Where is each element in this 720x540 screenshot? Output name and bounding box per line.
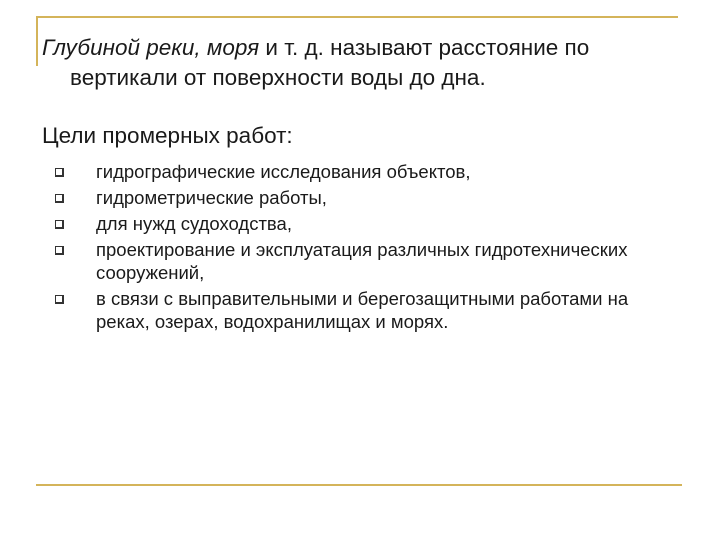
hollow-square-bullet-icon [55, 194, 64, 203]
definition-text: и т. д. называют расстояние по вертикали от поверхности воды до дна. [70, 35, 590, 90]
list-item [42, 238, 682, 284]
list-item [42, 287, 682, 333]
frame-top-line [36, 16, 678, 18]
hollow-square-bullet-icon [55, 168, 64, 177]
frame-left-line [36, 16, 38, 66]
list-item [42, 160, 682, 183]
list-item-text: гидрометрические работы, [96, 187, 327, 208]
hollow-square-bullet-icon [55, 246, 64, 255]
hollow-square-bullet-icon [55, 295, 64, 304]
frame-bottom-line [36, 484, 682, 486]
list-item-text: проектирование и эксплуатация различных гидротехнических сооружений, [96, 239, 628, 283]
definition-paragraph [42, 33, 682, 93]
hollow-square-bullet-icon [55, 220, 64, 229]
definition-term: Глубиной реки, моря [42, 35, 260, 60]
list-item-text: гидрографические исследования объектов, [96, 161, 471, 182]
list-item [42, 186, 682, 209]
goals-list [42, 160, 682, 333]
goals-heading: Цели промерных работ: [42, 123, 293, 148]
list-item-text: для нужд судоходства, [96, 213, 292, 234]
list-item [42, 212, 682, 235]
list-item-text: в связи с выправительными и берегозащитными работами на реках, озерах, водохранилищах и морях. [96, 288, 629, 332]
slide-content [42, 33, 682, 336]
